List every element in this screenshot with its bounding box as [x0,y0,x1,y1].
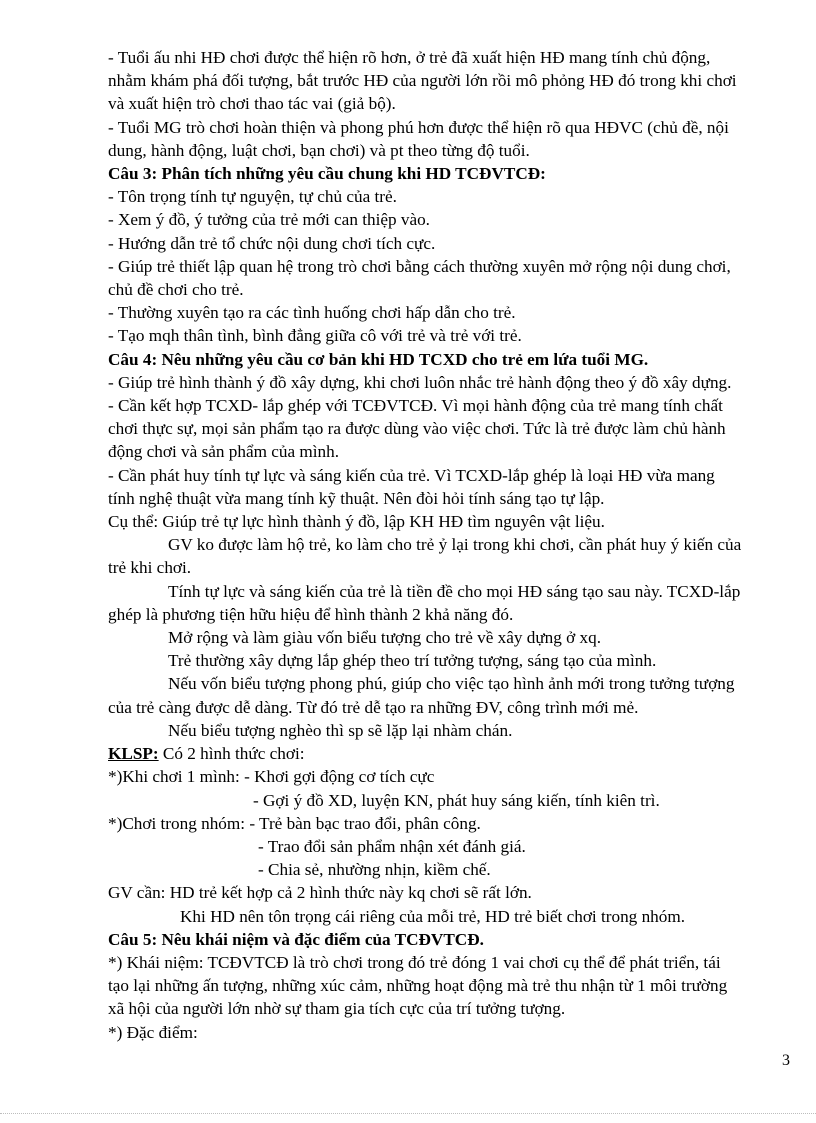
text-line: GV cần: HD trẻ kết hợp cả 2 hình thức này kq chơi sẽ rất lớn. [108,883,532,903]
section-heading-cau-5: Câu 5: Nêu khái niệm và đặc điểm của TCĐVTCĐ. [108,929,484,949]
text-line: - Tôn trọng tính tự nguyện, tự chủ của trẻ. [108,187,397,207]
text-line: - Chia sẻ, nhường nhịn, kiềm chế. [258,860,491,880]
text-line: của trẻ càng được dễ dàng. Từ đó trẻ dễ tạo ra những ĐV, công trình mới mẻ. [108,697,639,717]
text-line: dung, hành động, luật chơi, bạn chơi) và pt theo từng độ tuổi. [108,140,530,160]
text-line: - Tạo mqh thân tình, bình đẳng giữa cô với trẻ và trẻ với trẻ. [108,326,522,346]
text-line: tính nghệ thuật vừa mang tính kỹ thuật. Nên đòi hỏi tính sáng tạo tự lập. [108,488,605,508]
page-bottom-divider [0,1113,816,1114]
text-line: - Cần kết hợp TCXD- lắp ghép với TCĐVTCĐ. Vì mọi hành động của trẻ mang tính chất [108,396,723,416]
text-line: Trẻ thường xây dựng lắp ghép theo trí tưởng tượng, sáng tạo của mình. [168,651,657,671]
text-line: - Trao đổi sản phẩm nhận xét đánh giá. [258,836,526,856]
text-line: ghép là phương tiện hữu hiệu để hình thành 2 khả năng đó. [108,604,514,624]
text-line: Mở rộng và làm giàu vốn biểu tượng cho trẻ về xây dựng ở xq. [168,628,602,648]
text-line: - Cần phát huy tính tự lực và sáng kiến của trẻ. Vì TCXD-lắp ghép là loại HĐ vừa mang [108,465,715,485]
text-line: Cụ thể: Giúp trẻ tự lực hình thành ý đồ, lập KH HĐ tìm nguyên vật liệu. [108,512,605,532]
section-heading-cau-4: Câu 4: Nêu những yêu cầu cơ bản khi HD TCXD cho trẻ em lứa tuổi MG. [108,349,649,369]
page-number: 3 [782,1052,790,1069]
text-line: - Thường xuyên tạo ra các tình huống chơi hấp dẫn cho trẻ. [108,303,516,323]
klsp-text: Có 2 hình thức chơi: [162,744,305,764]
text-line: Tính tự lực và sáng kiến của trẻ là tiền đề cho mọi HĐ sáng tạo sau này. TCXD-lắp [168,581,741,601]
klsp-line [108,742,798,765]
document-page [108,46,798,1044]
text-line: *) Khái niệm: TCĐVTCĐ là trò chơi trong đó trẻ đóng 1 vai chơi cụ thể để phát triển, tái [108,952,721,972]
text-line: tạo lại những ấn tượng, những xúc cảm, những hoạt động mà trẻ thu nhận từ 1 môi trường [108,976,728,996]
text-line: - Tuổi MG trò chơi hoàn thiện và phong phú hơn được thể hiện rõ qua HĐVC (chủ đề, nội [108,117,729,137]
text-line: - Tuổi ấu nhi HĐ chơi được thể hiện rõ hơn, ở trẻ đã xuất hiện HĐ mang tính chủ động, [108,48,711,67]
text-line: GV ko được làm hộ trẻ, ko làm cho trẻ ỷ lại trong khi chơi, cần phát huy ý kiến của [168,535,742,555]
text-line: nhằm khám phá đối tượng, bắt trước HĐ của người lớn rồi mô phỏng HĐ đó trong khi chơi [108,71,737,91]
text-line: - Hướng dẫn trẻ tổ chức nội dung chơi tích cực. [108,233,436,253]
text-line: và xuất hiện trò chơi thao tác vai (giả bộ). [108,94,396,114]
klsp-label: KLSP: [108,744,159,764]
text-line: Nếu biểu tượng nghèo thì sp sẽ lặp lại nhàm chán. [168,720,513,740]
text-line: Khi HD nên tôn trọng cái riêng của mỗi trẻ, HD trẻ biết chơi trong nhóm. [180,906,686,926]
text-line: chủ đề chơi cho trẻ. [108,280,244,300]
text-line: trẻ khi chơi. [108,558,192,578]
section-heading-cau-3: Câu 3: Phân tích những yêu cầu chung khi HD TCĐVTCĐ: [108,164,546,184]
text-line: - Giúp trẻ thiết lập quan hệ trong trò chơi bằng cách thường xuyên mở rộng nội dung chơi, [108,256,731,276]
text-line: - Gợi ý đồ XD, luyện KN, phát huy sáng kiến, tính kiên trì. [253,790,660,810]
text-line: chơi thực sự, mọi sản phẩm tạo ra được dùng vào việc chơi. Tức là trẻ được làm chủ hành [108,419,726,439]
text-line: động chơi và sản phẩm của mình. [108,442,340,462]
text-line: - Xem ý đồ, ý tưởng của trẻ mới can thiệp vào. [108,210,430,230]
text-line: *) Đặc điểm: [108,1022,198,1042]
text-line: *)Khi chơi 1 mình: - Khơi gợi động cơ tích cực [108,767,435,787]
text-line: *)Chơi trong nhóm: - Trẻ bàn bạc trao đổi, phân công. [108,813,481,833]
text-line: Nếu vốn biểu tượng phong phú, giúp cho việc tạo hình ảnh mới trong tưởng tượng [168,674,735,694]
text-line: - Giúp trẻ hình thành ý đồ xây dựng, khi chơi luôn nhắc trẻ hành động theo ý đồ xây dựng. [108,372,732,392]
text-line: xã hội của người lớn nhờ sự tham gia tích cực của trí tưởng tượng. [108,999,566,1019]
